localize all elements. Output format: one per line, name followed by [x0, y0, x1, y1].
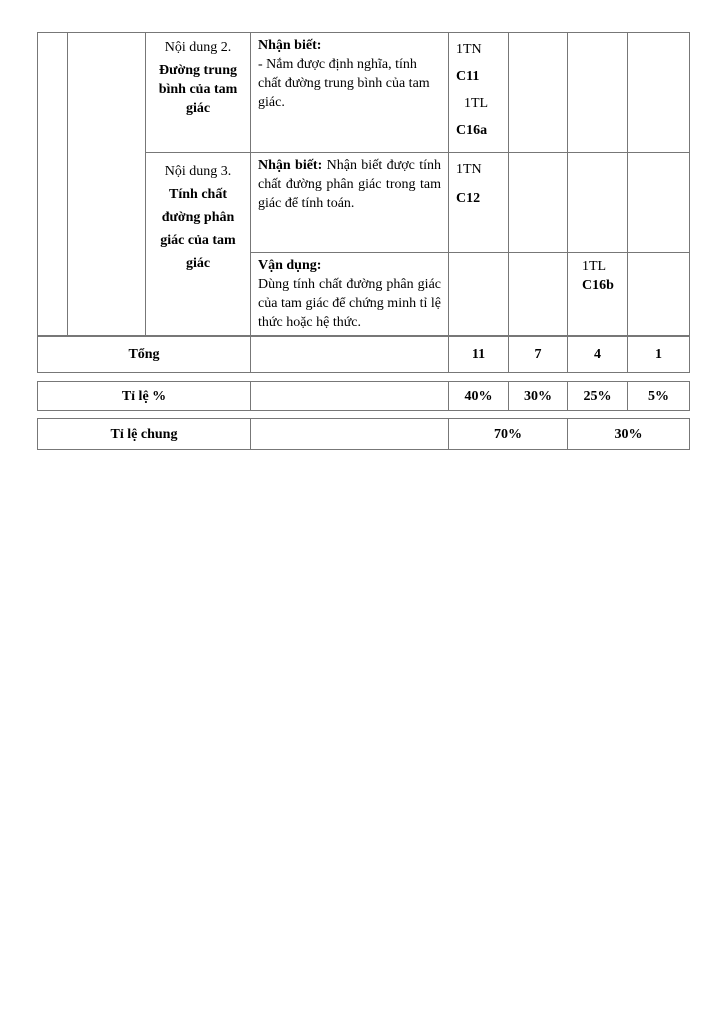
- topic-cell-noi-dung-2: [146, 33, 251, 153]
- question-count: 1TL: [464, 96, 489, 111]
- overall-percentage-value-right: 30%: [568, 419, 690, 450]
- topic-title: Tính chất đường phân giác của tam giác: [160, 187, 236, 271]
- total-value-vd: 4: [568, 337, 628, 373]
- total-spacer-cell: [251, 337, 449, 373]
- specification-matrix: [37, 32, 689, 450]
- question-code: C16a: [456, 123, 488, 138]
- level-heading: Nhận biết:: [258, 158, 323, 173]
- count-cell-empty: [509, 153, 568, 253]
- overall-percentage-row-table: [37, 418, 690, 450]
- topic-label: Nội dung 2.: [164, 40, 232, 55]
- requirement-text: Nhận biết được tính chất đường phân giác trong tam giác để tính toán.: [258, 158, 441, 211]
- topic-cell-noi-dung-3: [146, 153, 251, 336]
- total-value-nb: 11: [449, 337, 509, 373]
- percentage-value-nb: 40%: [449, 382, 509, 411]
- requirement-cell-nhan-biet-1: [251, 33, 449, 153]
- count-cell-empty: [568, 153, 628, 253]
- requirement-cell-van-dung: [251, 253, 449, 336]
- question-count: 1TN: [456, 162, 482, 177]
- percentage-row-table: [37, 381, 690, 411]
- count-cell-empty: [509, 253, 568, 336]
- question-code: C16b: [582, 278, 614, 293]
- question-code: C12: [456, 191, 481, 206]
- matrix-table: [37, 32, 690, 336]
- count-cell-empty: [509, 33, 568, 153]
- count-cell-empty: [628, 33, 690, 153]
- topic-title: Đường trung bình của tam giác: [158, 63, 238, 116]
- level-heading: Nhận biết:: [258, 38, 322, 53]
- overall-percentage-label: Tỉ lệ chung: [38, 419, 251, 450]
- count-cell-nhan-biet-2: [449, 153, 509, 253]
- total-row-table: [37, 336, 690, 373]
- total-label: Tổng: [38, 337, 251, 373]
- topic-label: Nội dung 3.: [164, 164, 232, 179]
- count-cell-empty: [449, 253, 509, 336]
- percentage-value-vd: 25%: [568, 382, 628, 411]
- total-value-th: 7: [509, 337, 568, 373]
- level-heading: Vận dụng:: [258, 258, 322, 273]
- count-cell-empty: [568, 33, 628, 153]
- count-cell-nhan-biet-1: [449, 33, 509, 153]
- chapter-cell-empty: [68, 33, 146, 336]
- percentage-label: Tỉ lệ %: [38, 382, 251, 411]
- percentage-spacer-cell: [251, 382, 449, 411]
- requirement-text: - Nắm được định nghĩa, tính chất đường trung bình của tam giác.: [258, 57, 430, 110]
- question-code: C11: [456, 69, 480, 84]
- requirement-text: Dùng tính chất đường phân giác của tam giác để chứng minh tỉ lệ thức hoặc hệ thức.: [258, 277, 441, 330]
- percentage-value-vdc: 5%: [628, 382, 690, 411]
- count-cell-van-dung: [568, 253, 628, 336]
- question-count: 1TN: [456, 42, 482, 57]
- overall-percentage-spacer-cell: [251, 419, 449, 450]
- count-cell-empty: [628, 153, 690, 253]
- stt-cell-empty: [38, 33, 68, 336]
- requirement-cell-nhan-biet-2: [251, 153, 449, 253]
- overall-percentage-value-left: 70%: [449, 419, 568, 450]
- percentage-value-th: 30%: [509, 382, 568, 411]
- count-cell-empty: [628, 253, 690, 336]
- question-count: 1TL: [582, 259, 607, 274]
- total-value-vdc: 1: [628, 337, 690, 373]
